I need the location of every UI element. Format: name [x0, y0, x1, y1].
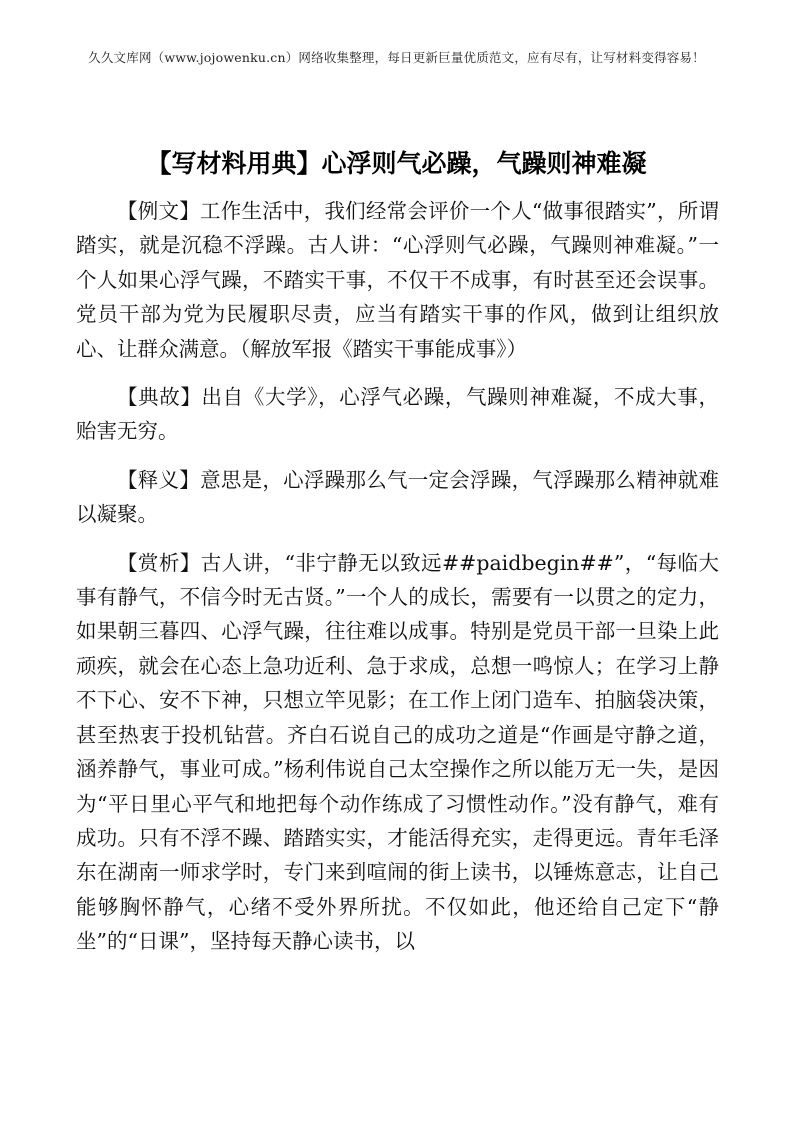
paragraph-text: 意思是，心浮躁那么气一定会浮躁，气浮躁那么精神就难以凝聚。 [76, 467, 720, 527]
paragraph-tag: 【例文】 [117, 199, 200, 223]
document-body [76, 194, 719, 973]
paragraph-tag: 【释义】 [117, 467, 201, 492]
paragraph-tag: 【赏析】 [117, 550, 201, 575]
paragraph-example [76, 194, 719, 366]
paragraph-allusion [76, 380, 719, 449]
paragraph-text: 出自《大学》，心浮气必躁，气躁则神难凝，不成大事，贻害无穷。 [76, 385, 720, 444]
document-title: 【写材料用典】心浮则气必躁，气躁则神难凝 [146, 149, 647, 178]
paragraph-meaning [76, 463, 719, 532]
page-header: 久久文库网（www.jojowenku.cn）网络收集整理，每日更新巨量优质范文，应有尽有，让写材料变得容易！ [88, 50, 705, 65]
paragraph-text: 古人讲，“非宁静无以致远##paidbegin##”，“每临大事有静气，不信今时无古贤。”一个人的成长，需要有一以贯之的定力，如果朝三暮四、心浮气躁，往往难以成事。特别是党员干部一旦染上此顽疾，就会在心态上急功近利、急于求成，总想一鸣惊人；在学习上静不下心、安不下神，只想立竿见影；在工作上闭门造车、拍脑袋决策，甚至热衷于投机钻营。齐白石说自己的成功之道是“作画是守静之道，涵养静气，事业可成。”杨利伟说自己太空操作之所以能万无一失，是因为“平日里心平气和地把每个动作练成了习惯性动作。”没有静气，难有成功。只有不浮不躁、踏踏实实，才能活得充实，走得更远。青年毛泽东在湖南一师求学时，专门来到喧闹的街上读书，以锤炼意志，让自己能够胸怀静气，心绪不受外界所扰。不仅如此，他还给自己定下“静坐”的“日课”，坚持每天静心读书，以 [76, 550, 719, 954]
paragraph-text: 工作生活中，我们经常会评价一个人“做事很踏实”，所谓踏实，就是沉稳不浮躁。古人讲：“心浮则气必躁，气躁则神难凝。”一个人如果心浮气躁，不踏实干事，不仅干不成事，有时甚至还会误事。党员干部为党为民履职尽责，应当有踏实干事的作风，做到让组织放心、让群众满意。（解放军报《踏实干事能成事》） [76, 199, 720, 361]
paragraph-analysis [76, 546, 719, 959]
paragraph-tag: 【典故】 [117, 385, 202, 410]
